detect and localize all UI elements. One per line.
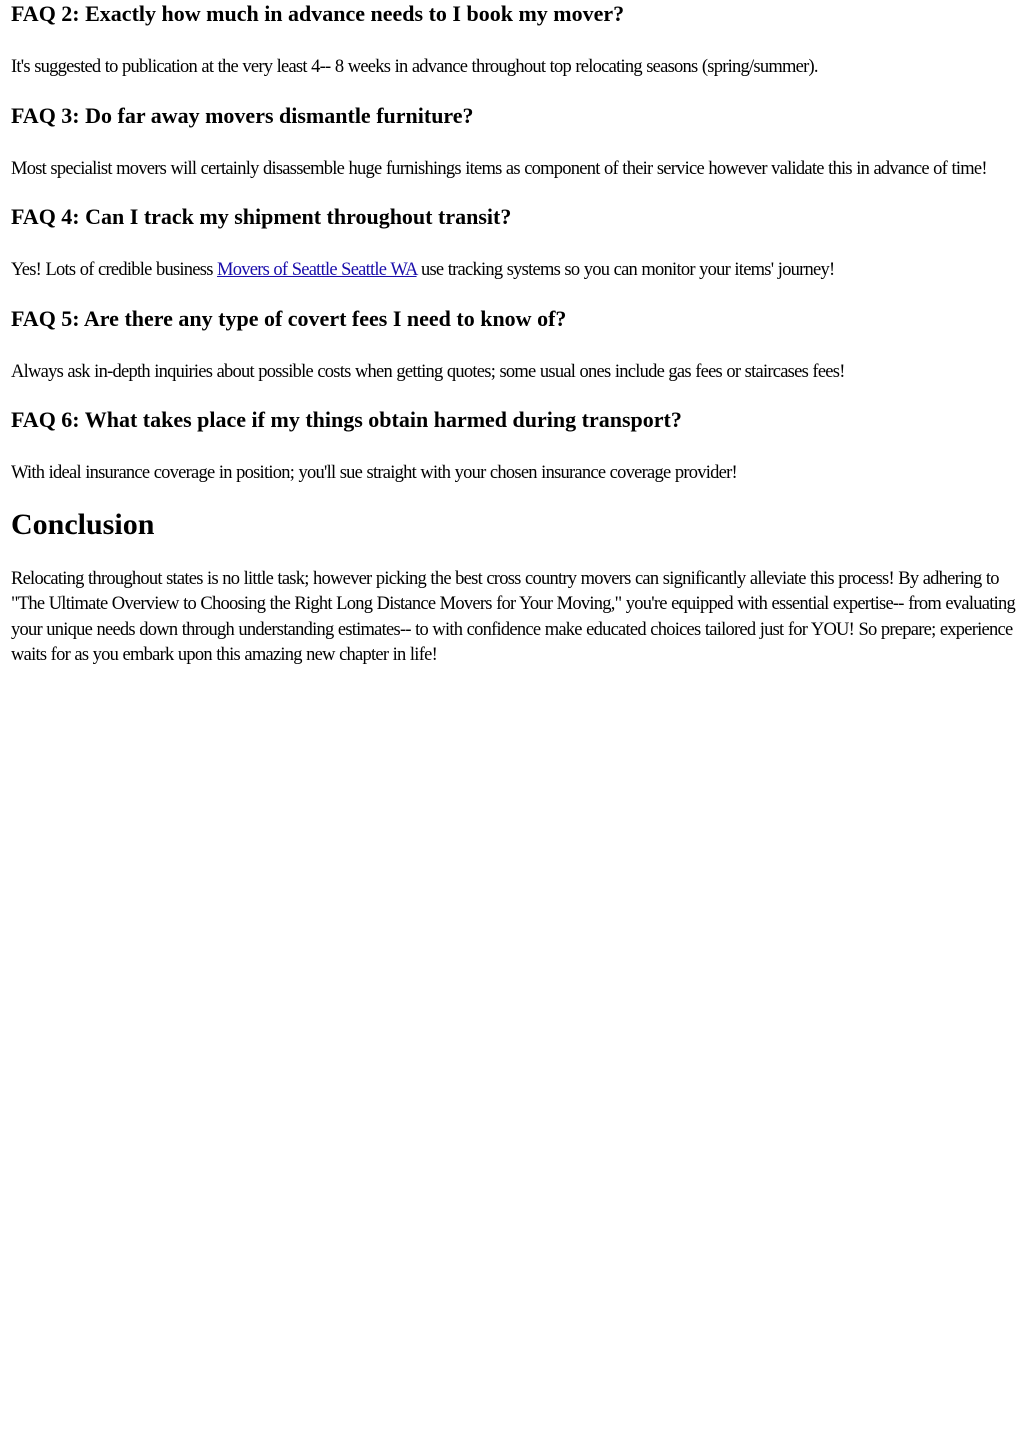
faq-3-answer: Most specialist movers will certainly disassemble huge furnishings items as component of their service however validate this in advance of time! [11, 158, 987, 179]
faq-2-question: FAQ 2: Exactly how much in advance needs to I book my mover? [11, 1, 625, 26]
conclusion-text: Relocating throughout states is no little task; however picking the best cross country movers can significantly alleviate this process! By adhering to "The Ultimate Overview to Choosing the Right Long Distance Movers for Your Moving," you're equipped with essential expertise-- from evaluating your unique needs down through understanding estimates-- to with confidence make educated choices tailored just for YOU! So prepare; experience waits for as you embark upon this amazing new chapter in life! [11, 568, 1015, 665]
faq-4-answer-before-link: Yes! Lots of credible business [11, 260, 218, 280]
faq-5-question: FAQ 5: Are there any type of covert fees I need to know of? [11, 305, 567, 331]
document-page [11, 0, 1017, 669]
faq-2-answer: It's suggested to publication at the very least 4-- 8 weeks in advance throughout top relocating seasons (spring/summer). [11, 57, 818, 77]
movers-of-seattle-link[interactable]: Movers of Seattle Seattle WA [217, 260, 417, 280]
faq-5-answer: Always ask in-depth inquiries about possible costs when getting quotes; some usual ones include gas fees or staircases fees! [11, 361, 845, 382]
faq-3-question: FAQ 3: Do far away movers dismantle furniture? [11, 102, 474, 128]
faq-6-question: FAQ 6: What takes place if my things obtain harmed during transport? [11, 407, 682, 432]
conclusion-heading: Conclusion [11, 507, 155, 541]
faq-6-answer: With ideal insurance coverage in position; you'll sue straight with your chosen insurance coverage provider! [11, 463, 737, 483]
faq-4-question: FAQ 4: Can I track my shipment throughout transit? [11, 204, 512, 229]
faq-4-answer-after-link: use tracking systems so you can monitor your items' journey! [416, 260, 835, 280]
faq-4-answer [11, 258, 1017, 284]
